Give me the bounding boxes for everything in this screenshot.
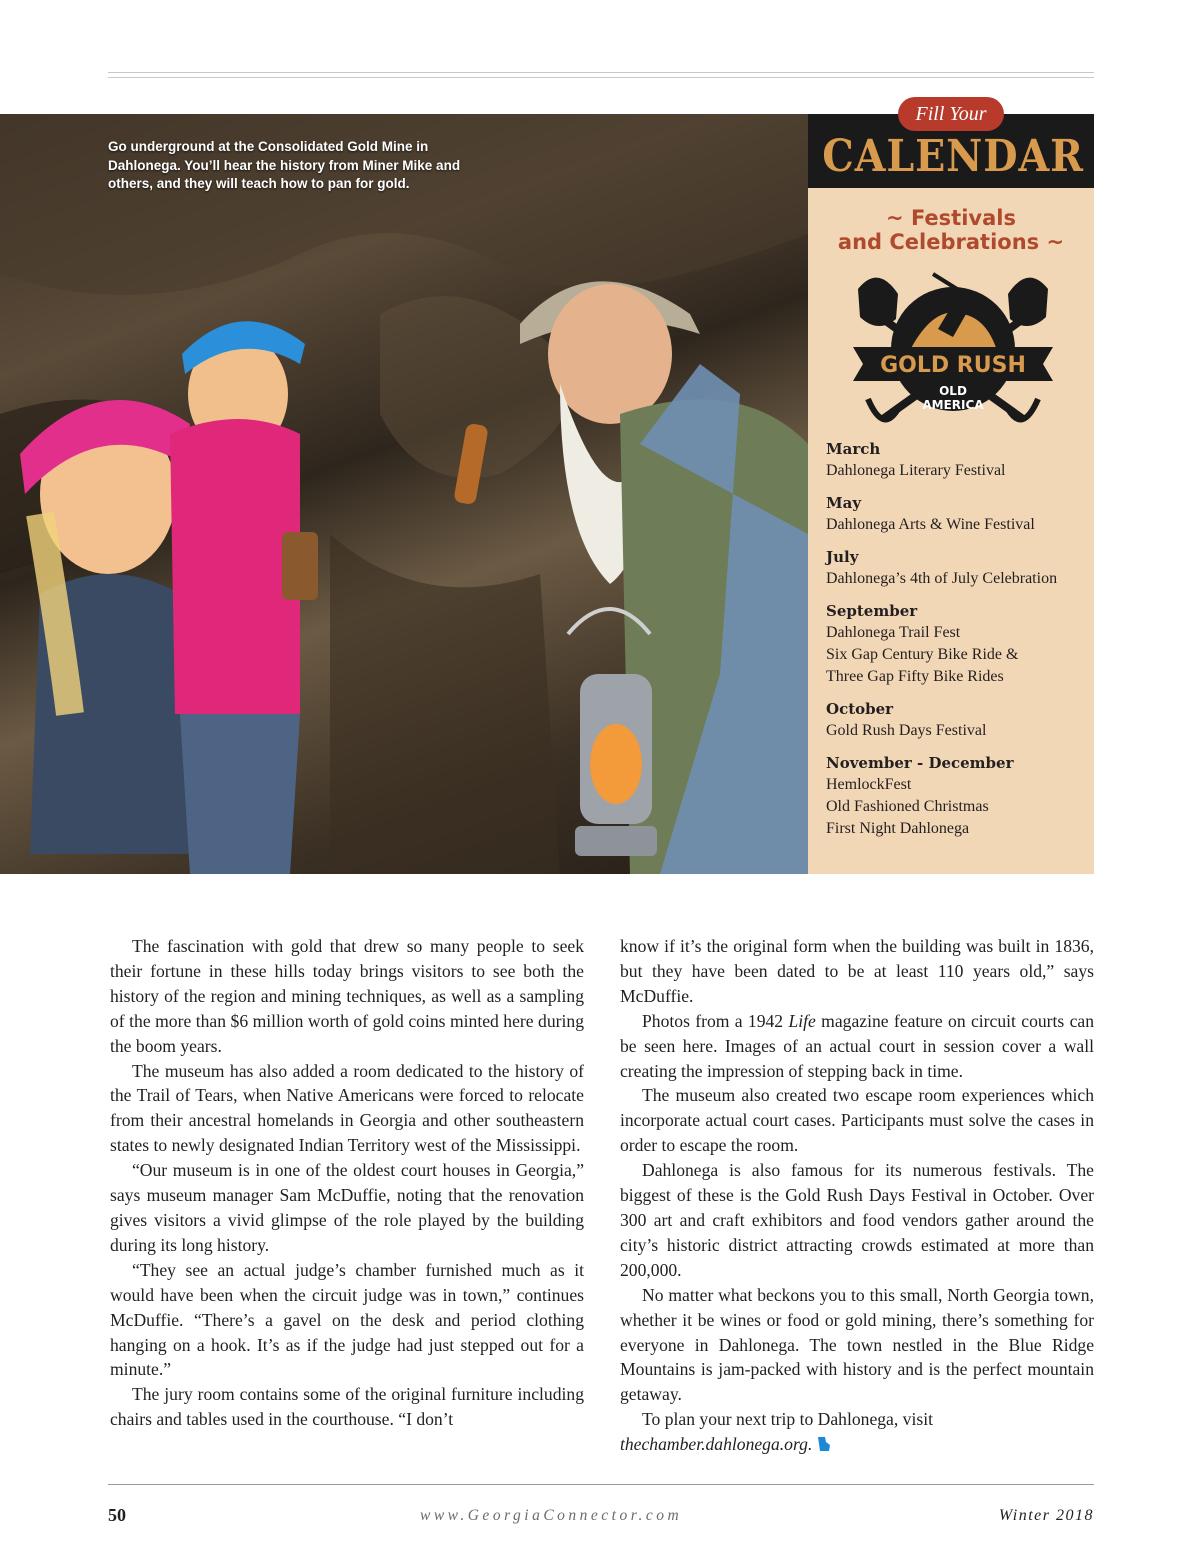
event-item: Dahlonega Trail Fest — [826, 624, 961, 641]
event-item: Old Fashioned Christmas — [826, 798, 989, 815]
event-list — [826, 438, 1090, 850]
article-paragraph: The jury room contains some of the original furniture including chairs and tables used in the courthouse. “I don’t — [110, 1384, 584, 1430]
logo-text-old: OLD — [939, 384, 967, 398]
article-paragraph: No matter what beckons you to this small, North Georgia town, whether it be wines or food or gold mining, there’s something for everyone in Dahlonega. The town nestled in the Blue Ridge Mountains is jam-packed with history and is the perfect mountain getaway. — [620, 1284, 1094, 1405]
closing-text: To plan your next trip to Dahlonega, visit — [642, 1409, 933, 1430]
event-item: Six Gap Century Bike Ride & — [826, 646, 1019, 663]
month-label: October — [826, 700, 894, 718]
fill-your-badge: Fill Your — [898, 97, 1004, 131]
month-group-july — [826, 546, 1090, 590]
month-label: May — [826, 494, 862, 512]
chamber-website-link[interactable]: thechamber.dahlonega.org. — [620, 1434, 813, 1455]
event-item: Dahlonega Literary Festival — [826, 462, 1006, 479]
footer-rule — [108, 1484, 1094, 1485]
event-item: Gold Rush Days Festival — [826, 722, 987, 739]
gold-rush-logo — [838, 259, 1068, 434]
article-paragraph: The fascination with gold that drew so many people to seek their fortune in these hills today brings visitors to see both the history of the region and mining techniques, as well as a sampling of the more than $6 million worth of gold coins minted here during the boom years. — [110, 936, 584, 1056]
article-paragraph: The museum has also added a room dedicated to the history of the Trail of Tears, when Native Americans were forced to relocate from their ancestral homelands in Georgia and other southeastern states to newly designated Indian Territory west of the Mississippi. — [110, 1060, 584, 1156]
article-paragraph: “They see an actual judge’s chamber furnished much as it would have been when the circuit judge was in town,” continues McDuffie. “There’s a gavel on the desk and period clothing hanging on a hook. It’s as if the judge had just stepped out for a minute.” — [110, 1259, 584, 1380]
mine-photo — [0, 114, 808, 874]
article-paragraph-photos — [620, 1009, 1094, 1084]
month-label: November - December — [826, 754, 1014, 772]
article-column-right — [620, 934, 1094, 1457]
month-group-march — [826, 438, 1090, 482]
month-group-november-december — [826, 752, 1090, 840]
article-paragraph: Dahlonega is also famous for its numerous festivals. The biggest of these is the Gold Rush Days Festival in October. Over 300 art and craft exhibitors and food vendors gather around the city’s historic district attracting crowds estimated at more than 200,000. — [620, 1160, 1094, 1280]
event-item: Dahlonega’s 4th of July Celebration — [826, 570, 1058, 587]
mine-scene-illustration — [0, 114, 808, 874]
footer-issue: Winter 2018 — [998, 1507, 1094, 1524]
photo-caption: Go underground at the Consolidated Gold Mine in Dahlonega. You’ll hear the history from Miner Mike and others, and they will teach how to pan for gold. — [108, 139, 461, 191]
life-magazine-title: Life — [788, 1010, 816, 1031]
article-column-left — [110, 934, 584, 1432]
calendar-sidebar — [808, 103, 1094, 874]
article-paragraph: “Our museum is in one of the oldest court houses in Georgia,” says museum manager Sam McDuffie, noting that the renovation gives visitors a vivid glimpse of the role played by the building during its long history. — [110, 1160, 584, 1255]
event-item: Three Gap Fifty Bike Rides — [826, 668, 1004, 685]
month-group-september — [826, 600, 1090, 688]
festivals-subtitle-line1: ~ Festivals — [886, 206, 1016, 230]
article-paragraph: The museum also created two escape room experiences which incorporate actual court cases. Participants must solve the cases in order to escape the room. — [620, 1085, 1094, 1156]
month-label: March — [826, 440, 881, 458]
text-run: Photos from a 1942 — [642, 1010, 789, 1031]
logo-text-america: AMERICA — [922, 398, 984, 412]
top-rule — [108, 77, 1094, 78]
month-label: July — [826, 548, 859, 566]
event-item: First Night Dahlonega — [826, 820, 970, 837]
georgia-end-mark-icon — [817, 1436, 831, 1452]
festivals-subtitle — [808, 206, 1094, 254]
footer-website[interactable]: www.GeorgiaConnector.com — [420, 1507, 683, 1524]
event-item: Dahlonega Arts & Wine Festival — [826, 516, 1035, 533]
month-label: September — [826, 602, 918, 620]
text-run: magazine feature on circuit courts can be seen here. Images of an actual court in session cover a wall creating the impression of stepping back in time. — [620, 1010, 1095, 1081]
month-group-october — [826, 698, 1090, 742]
logo-text-gold-rush: GOLD RUSH — [880, 353, 1026, 378]
top-rule — [108, 72, 1094, 73]
article-paragraph: know if it’s the original form when the building was built in 1836, but they have been dated to be at least 110 years old,” says McDuffie. — [620, 936, 1094, 1006]
event-item: HemlockFest — [826, 776, 912, 793]
month-group-may — [826, 492, 1090, 536]
closing-paragraph — [620, 1407, 1094, 1457]
festivals-subtitle-line2: and Celebrations ~ — [837, 230, 1065, 254]
calendar-title: CALENDAR — [822, 131, 1084, 182]
page-number: 50 — [108, 1505, 126, 1525]
